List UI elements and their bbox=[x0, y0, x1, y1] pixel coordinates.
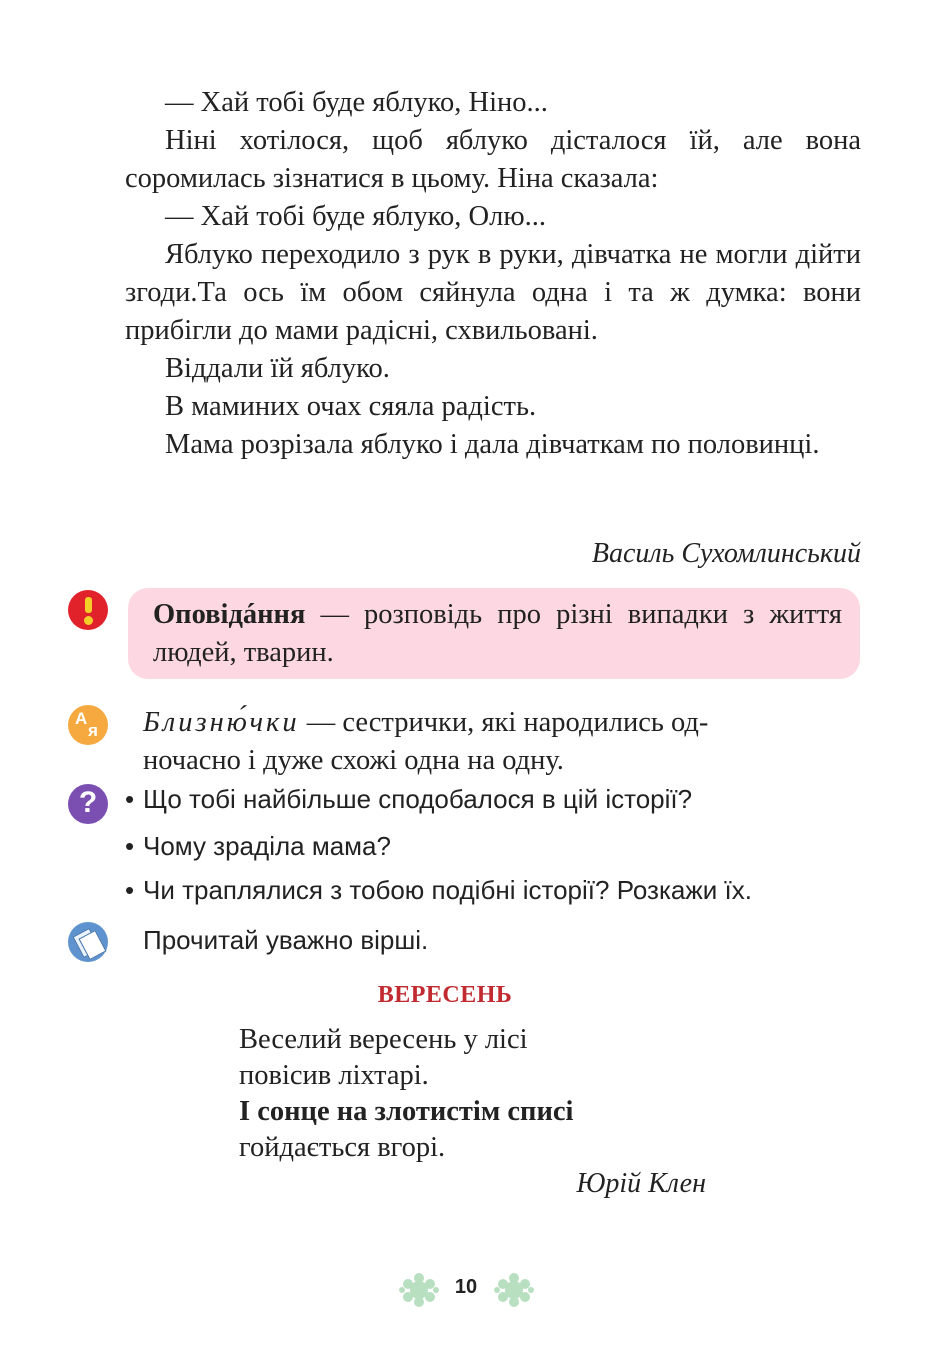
question-item: • Що тобі найбільше сподобалося в цій історії? bbox=[125, 786, 692, 812]
story-paragraph: — Хай тобі буде яблуко, Ніно... bbox=[165, 87, 548, 118]
story-paragraph: Мама розрізала яблуко і дала дівчаткам по половинці. bbox=[165, 429, 820, 460]
story-paragraph: Яблуко переходило з рук в руки, дівчатка не могли дійти згоди.Та ось їм обом сяйнула одна і та ж думка: вони прибігли до мами радісні, схвильовані. bbox=[125, 239, 861, 346]
vocabulary-entry bbox=[143, 704, 860, 780]
page-number: 10 bbox=[454, 1276, 478, 1298]
story-author: Василь Сухомлинський bbox=[591, 538, 861, 569]
poem bbox=[239, 1022, 573, 1166]
question-icon: ? bbox=[68, 784, 108, 824]
rule-definition: — розповідь про різні випадки з життя людей, тварин. bbox=[153, 599, 842, 668]
poem-line: І сонце на злотистім списі bbox=[239, 1096, 574, 1127]
rule-term: Оповідáння bbox=[153, 599, 306, 630]
leaf-ornament-icon bbox=[398, 1272, 440, 1308]
leaf-ornament-icon bbox=[493, 1272, 535, 1308]
exclamation-icon bbox=[68, 590, 108, 630]
poem-line: гойдається вгорі. bbox=[239, 1132, 446, 1163]
vocabulary-term: Близню́чки bbox=[143, 707, 300, 738]
vocabulary-definition-cont: ночасно і дуже схожі одна на одну. bbox=[143, 745, 564, 776]
story-paragraph: Віддали їй яблуко. bbox=[165, 353, 390, 384]
dictionary-icon: А я bbox=[68, 705, 108, 745]
vocabulary-definition: — сестрички, які народились од- bbox=[299, 707, 709, 738]
rule-box bbox=[128, 588, 860, 679]
poem-line: повісив ліхтарі. bbox=[239, 1060, 429, 1091]
story-paragraph: Ніні хотілося, щоб яблуко дісталося їй, але вона соромилась зізнатися в цьому. Ніна сказала: bbox=[125, 125, 861, 194]
question-item: • Чи траплялися з тобою подібні історії? Розкажи їх. bbox=[125, 877, 752, 903]
page-footer bbox=[0, 1272, 935, 1308]
poem-line: Веселий вересень у лісі bbox=[239, 1024, 528, 1055]
book-icon bbox=[68, 922, 108, 962]
poem-author: Юрій Клен bbox=[576, 1168, 706, 1199]
story-paragraph: В маминих очах сяяла радість. bbox=[165, 391, 537, 422]
story-paragraph: — Хай тобі буде яблуко, Олю... bbox=[165, 201, 546, 232]
task-text: Прочитай уважно вірші. bbox=[143, 925, 429, 955]
rule-text bbox=[153, 596, 842, 672]
poem-title: ВЕРЕСЕНЬ bbox=[377, 982, 513, 1008]
story-text bbox=[125, 84, 861, 464]
question-item: • Чому зраділа мама? bbox=[125, 833, 391, 859]
